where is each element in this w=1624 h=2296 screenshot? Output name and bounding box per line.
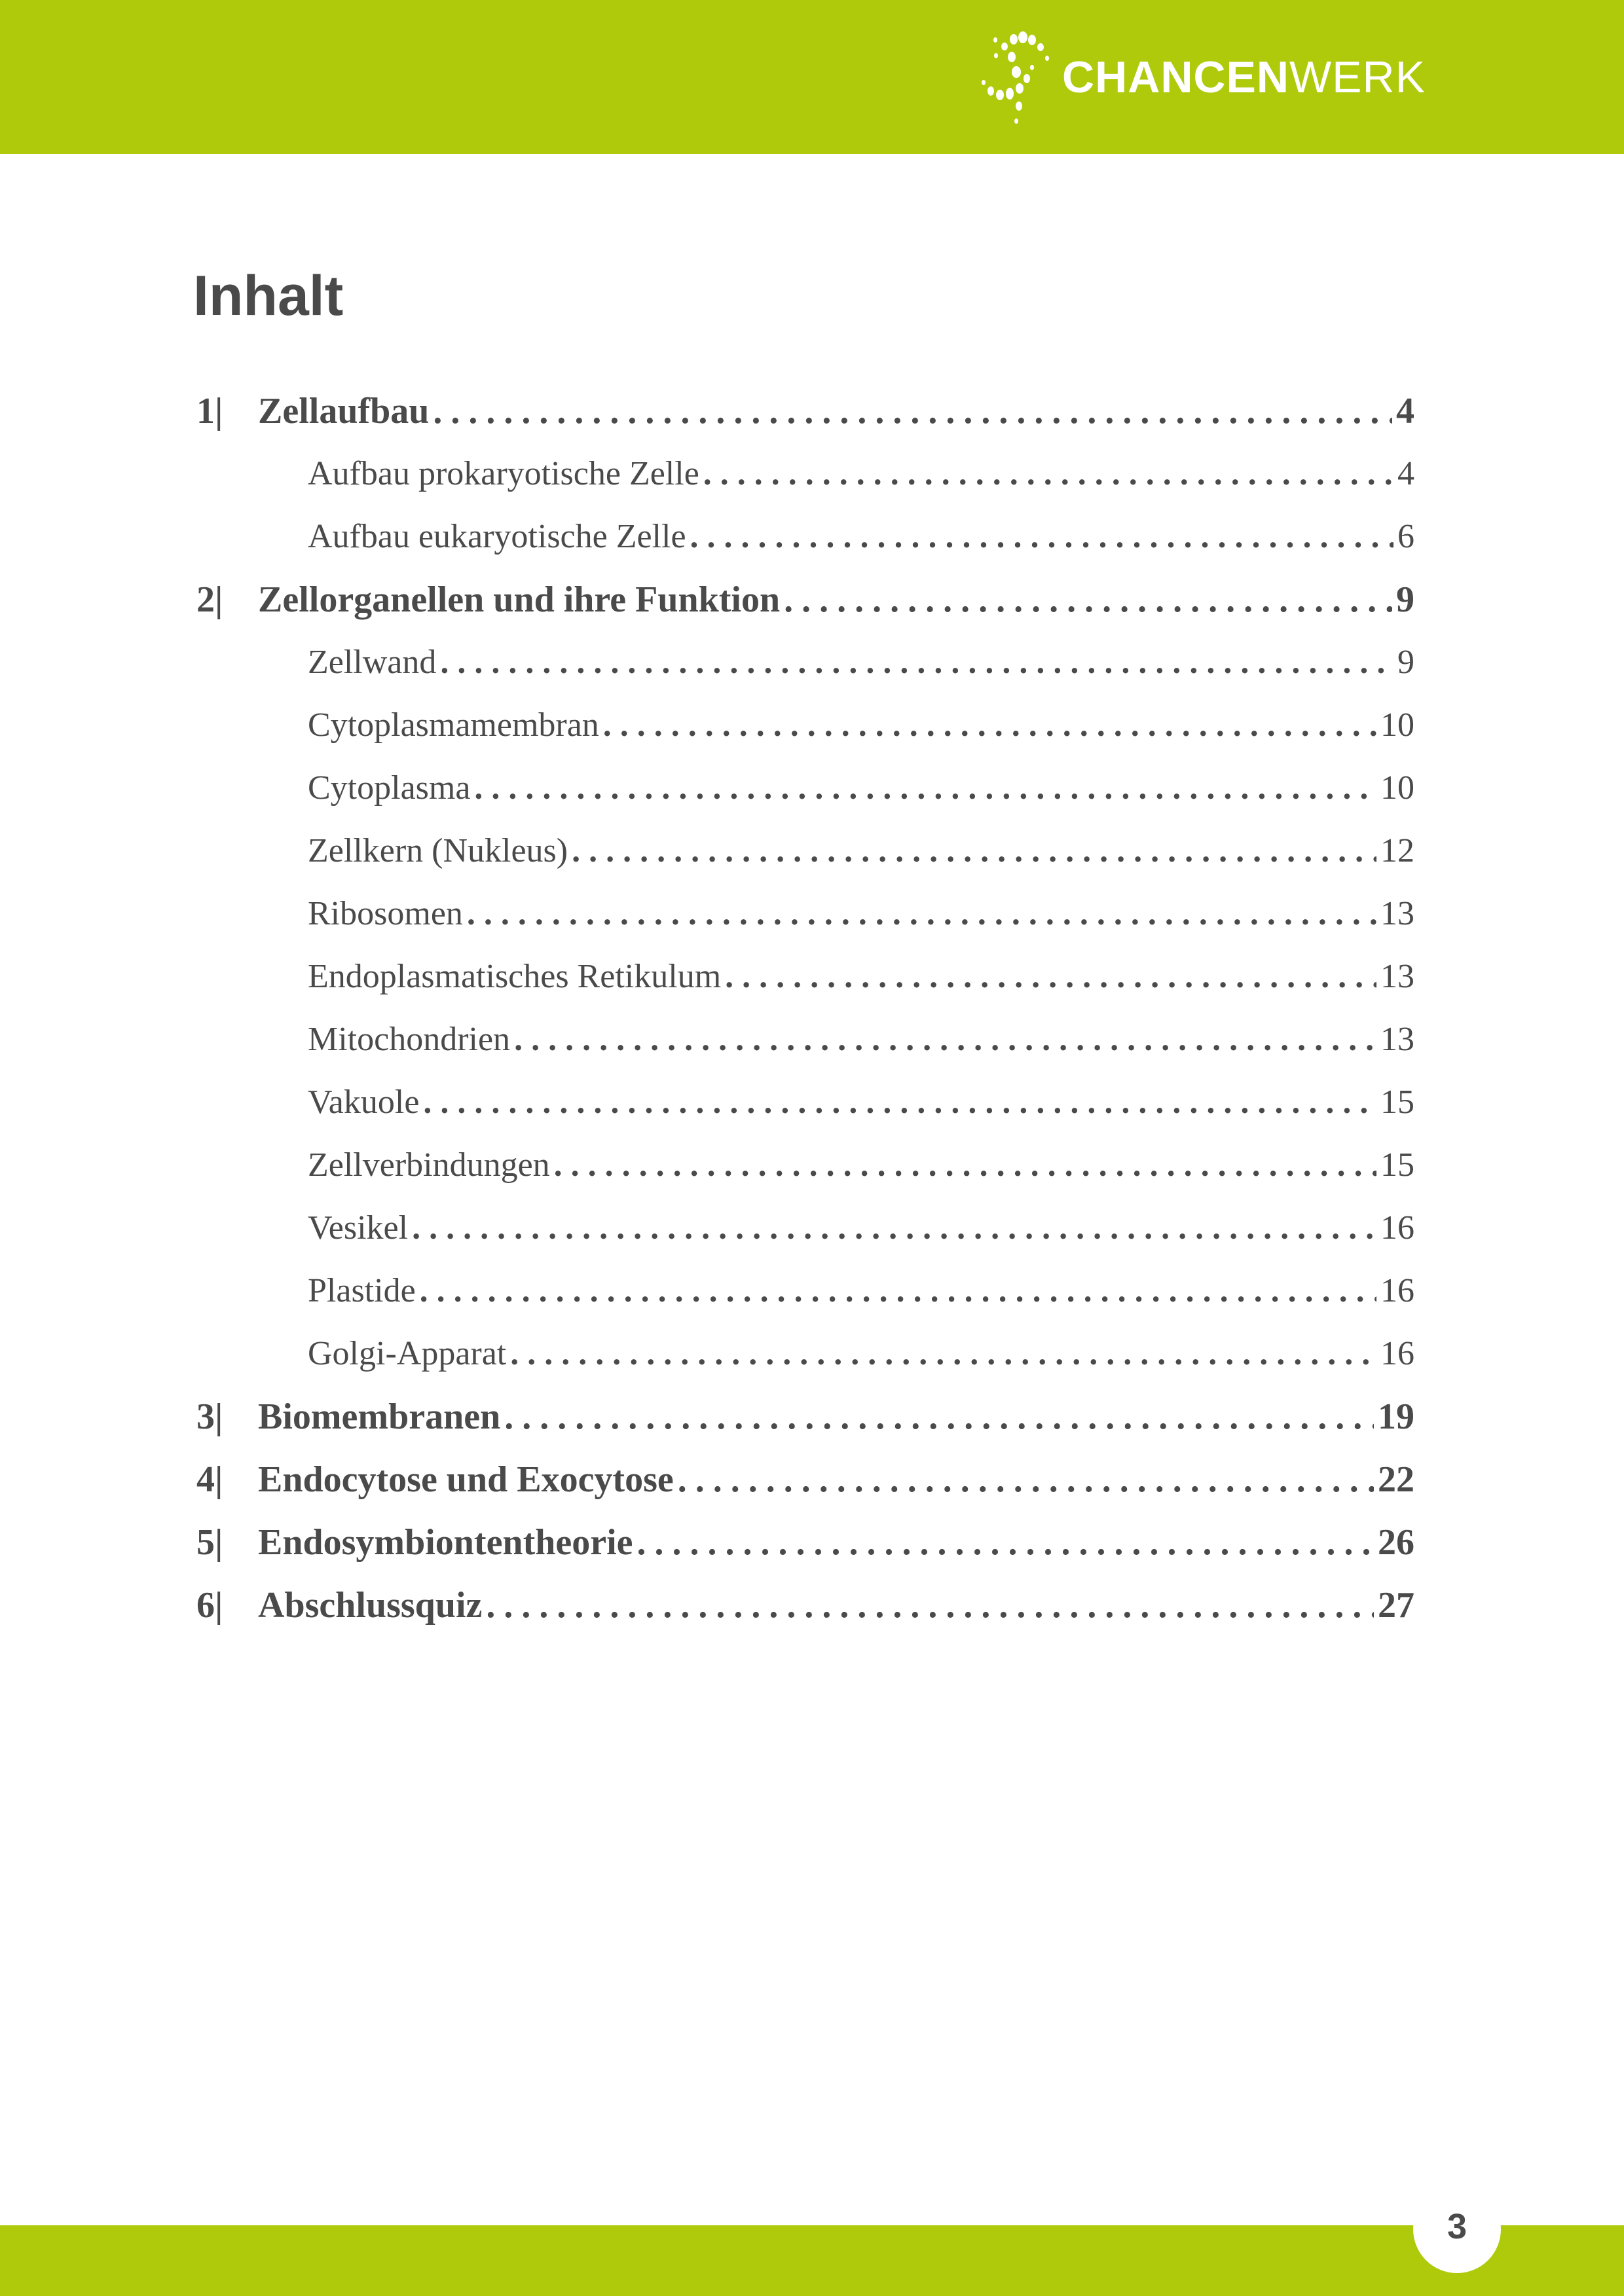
toc-entry-page: 16 [1380, 1272, 1414, 1309]
toc-entry-page: 4 [1397, 455, 1414, 492]
toc-section-entry[interactable] [196, 826, 1414, 889]
toc-entry-label: Ribosomen [308, 895, 463, 932]
dot-leader [572, 826, 1376, 876]
toc-entry-label: Mitochondrien [308, 1021, 511, 1058]
dot-leader [703, 449, 1393, 499]
dot-leader [637, 1518, 1375, 1567]
toc-entry-label: Golgi-Apparat [308, 1335, 507, 1372]
logo-text-bold: CHANCEN [1062, 52, 1289, 102]
table-of-contents [196, 386, 1414, 1643]
toc-entry-label: Vakuole [308, 1084, 420, 1121]
dot-leader [725, 952, 1376, 1002]
toc-section-entry[interactable] [196, 449, 1414, 512]
toc-section-entry[interactable] [196, 1140, 1414, 1203]
chancenwerk-logo-icon [981, 26, 1060, 131]
toc-entry-label: Cytoplasmamembran [308, 706, 599, 744]
dot-leader [510, 1329, 1376, 1379]
toc-chapter-number: 1| [196, 391, 223, 431]
toc-entry-page: 27 [1378, 1585, 1414, 1626]
toc-chapter-number: 5| [196, 1522, 223, 1563]
toc-entry-label: Endocytose und Exocytose [258, 1459, 674, 1500]
toc-section-entry[interactable] [196, 1078, 1414, 1140]
dot-leader [504, 1392, 1374, 1442]
toc-entry-page: 16 [1380, 1209, 1414, 1247]
toc-entry-page: 26 [1378, 1522, 1414, 1563]
dot-leader [474, 763, 1376, 813]
toc-chapter-number: 2| [196, 579, 223, 620]
toc-entry-page: 13 [1380, 1021, 1414, 1058]
toc-entry-label: Aufbau prokaryotische Zelle [308, 455, 699, 492]
brand-logo-text [1062, 51, 1426, 103]
toc-entry-page: 15 [1380, 1084, 1414, 1121]
toc-entry-label: Zellkern (Nukleus) [308, 832, 568, 869]
dot-leader [433, 386, 1392, 436]
footer-bar [0, 2225, 1624, 2296]
dot-leader [420, 1266, 1376, 1316]
toc-chapter-entry[interactable] [196, 1455, 1414, 1518]
toc-section-entry[interactable] [196, 1329, 1414, 1392]
dot-leader [603, 701, 1376, 750]
dot-leader [423, 1078, 1376, 1127]
toc-entry-page: 6 [1397, 518, 1414, 555]
toc-chapter-entry[interactable] [196, 1392, 1414, 1455]
toc-entry-label: Zellorganellen und ihre Funktion [258, 579, 781, 620]
dot-leader [690, 512, 1393, 562]
toc-entry-label: Plastide [308, 1272, 416, 1309]
toc-entry-page: 13 [1380, 895, 1414, 932]
toc-section-entry[interactable] [196, 889, 1414, 952]
toc-entry-page: 12 [1380, 832, 1414, 869]
toc-entry-label: Cytoplasma [308, 769, 471, 807]
toc-entry-page: 13 [1380, 958, 1414, 995]
toc-chapter-number: 4| [196, 1459, 223, 1500]
dot-leader [486, 1580, 1374, 1630]
toc-section-entry[interactable] [196, 638, 1414, 701]
toc-entry-label: Aufbau eukaryotische Zelle [308, 518, 686, 555]
page-number: 3 [1447, 2207, 1467, 2246]
toc-section-entry[interactable] [196, 952, 1414, 1015]
toc-section-entry[interactable] [196, 1015, 1414, 1078]
toc-chapter-number: 6| [196, 1585, 223, 1626]
toc-entry-label: Endosymbiontentheorie [258, 1522, 633, 1563]
toc-entry-label: Abschlussquiz [258, 1585, 483, 1626]
dot-leader [467, 889, 1376, 939]
toc-entry-label: Endoplasmatisches Retikulum [308, 958, 722, 995]
toc-entry-page: 4 [1396, 391, 1414, 431]
toc-section-entry[interactable] [196, 1203, 1414, 1266]
toc-section-entry[interactable] [196, 512, 1414, 575]
toc-chapter-entry[interactable] [196, 386, 1414, 449]
toc-entry-page: 19 [1378, 1396, 1414, 1437]
dot-leader [412, 1203, 1376, 1253]
toc-entry-label: Vesikel [308, 1209, 409, 1247]
toc-entry-page: 9 [1397, 644, 1414, 681]
dot-leader [440, 638, 1393, 687]
toc-entry-label: Zellaufbau [258, 391, 430, 431]
toc-section-entry[interactable] [196, 701, 1414, 763]
toc-entry-label: Zellverbindungen [308, 1146, 550, 1184]
header-bar [0, 0, 1624, 154]
dot-leader [514, 1015, 1376, 1065]
toc-entry-label: Biomembranen [258, 1396, 501, 1437]
page-title: Inhalt [193, 264, 344, 327]
toc-entry-page: 9 [1396, 579, 1414, 620]
toc-chapter-number: 3| [196, 1396, 223, 1437]
toc-entry-page: 16 [1380, 1335, 1414, 1372]
toc-section-entry[interactable] [196, 763, 1414, 826]
toc-chapter-entry[interactable] [196, 1518, 1414, 1580]
dot-leader [784, 575, 1392, 625]
toc-chapter-entry[interactable] [196, 1580, 1414, 1643]
dot-leader [554, 1140, 1376, 1190]
toc-entry-label: Zellwand [308, 644, 437, 681]
toc-entry-page: 10 [1380, 706, 1414, 744]
toc-chapter-entry[interactable] [196, 575, 1414, 638]
toc-entry-page: 15 [1380, 1146, 1414, 1184]
logo-text-light: WERK [1289, 52, 1426, 102]
toc-entry-page: 10 [1380, 769, 1414, 807]
toc-entry-page: 22 [1378, 1459, 1414, 1500]
dot-leader [678, 1455, 1374, 1504]
toc-section-entry[interactable] [196, 1266, 1414, 1329]
